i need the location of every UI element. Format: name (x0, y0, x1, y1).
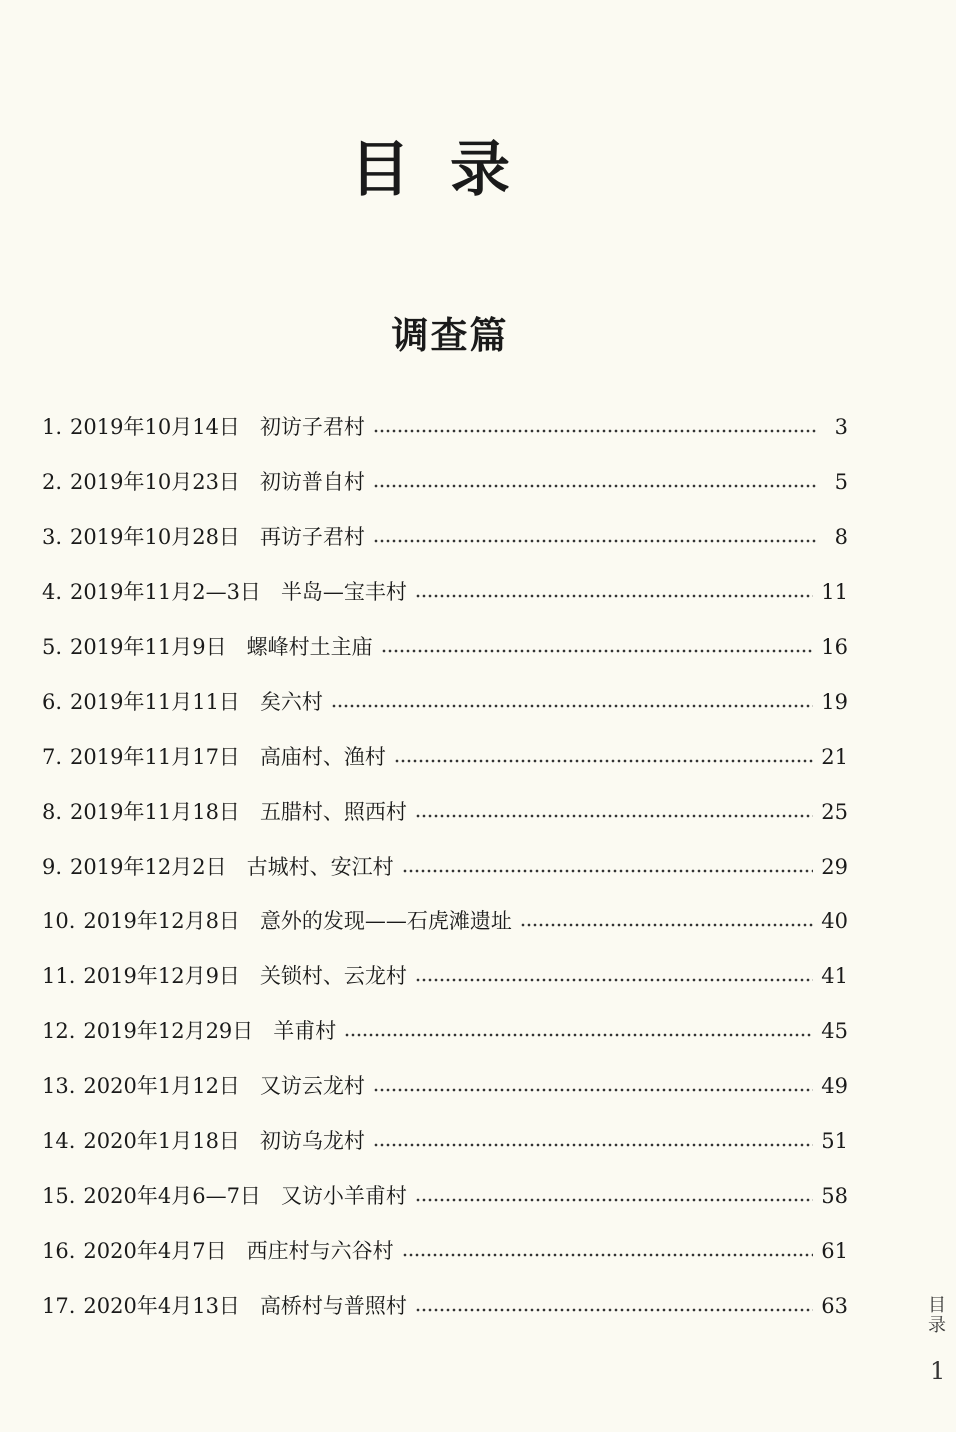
toc-entry[interactable] (42, 894, 848, 949)
page-number: 1 (930, 1357, 946, 1385)
entry-date: 2020年1月12日 (83, 1074, 240, 1099)
entry-title: 又访云龙村 (259, 1074, 365, 1099)
entry-date: 2020年4月13日 (83, 1293, 240, 1318)
toc-entry[interactable] (42, 400, 848, 455)
entry-number: 2. (42, 470, 63, 495)
entry-date: 2019年11月18日 (70, 799, 240, 824)
entry-title: 再访子君村 (259, 525, 365, 550)
leader-dots (373, 484, 816, 488)
entry-number: 8. (42, 799, 63, 824)
entry-number: 7. (42, 744, 63, 769)
toc-entry[interactable] (42, 949, 848, 1004)
entry-page: 16 (821, 635, 848, 659)
leader-dots (373, 429, 816, 433)
toc-entry[interactable] (42, 1004, 848, 1059)
leader-dots (415, 1308, 813, 1312)
entry-page: 29 (821, 854, 848, 879)
toc-entry[interactable] (42, 1059, 848, 1114)
entry-page: 8 (834, 525, 848, 550)
entry-date: 2019年12月29日 (83, 1019, 254, 1044)
entry-page: 19 (821, 689, 848, 714)
entry-page: 25 (821, 799, 848, 824)
entry-date: 2019年10月14日 (70, 415, 240, 440)
entry-number: 17. (42, 1293, 76, 1318)
leader-dots (415, 978, 813, 982)
entry-title: 初访子君村 (259, 415, 365, 440)
entry-title: 古城村、安江村 (246, 854, 394, 879)
entry-date: 2019年11月17日 (70, 744, 240, 769)
section-heading: 调查篇 (391, 314, 509, 357)
page-title: 目录 (350, 135, 550, 205)
entry-date: 2019年11月9日 (70, 635, 227, 659)
entry-number: 14. (42, 1129, 76, 1154)
toc-entry[interactable] (42, 1168, 848, 1223)
leader-dots (394, 759, 813, 763)
leader-dots (520, 923, 813, 927)
entry-date: 2020年4月7日 (83, 1238, 227, 1263)
entry-number: 4. (42, 580, 63, 605)
entry-title: 初访乌龙村 (259, 1129, 365, 1154)
entry-date: 2019年12月8日 (83, 909, 240, 934)
entry-number: 6. (42, 689, 63, 714)
leader-dots (402, 869, 814, 873)
toc-entry[interactable] (42, 455, 848, 510)
entry-title: 半岛—宝丰村 (280, 580, 407, 605)
entry-date: 2019年11月11日 (70, 689, 240, 714)
entry-title: 西庄村与六谷村 (246, 1238, 394, 1263)
entry-number: 1. (42, 415, 63, 440)
entry-page: 3 (834, 415, 848, 440)
entry-title: 意外的发现——石虎滩遗址 (259, 909, 512, 934)
entry-number: 9. (42, 854, 63, 879)
leader-dots (373, 539, 816, 543)
entry-page: 21 (821, 744, 848, 769)
toc-entry[interactable] (42, 784, 848, 839)
entry-page: 58 (821, 1183, 848, 1208)
entry-page: 45 (821, 1019, 848, 1044)
entry-number: 16. (42, 1238, 76, 1263)
leader-dots (331, 704, 813, 708)
toc-entry[interactable] (42, 839, 848, 894)
entry-number: 11. (42, 964, 76, 989)
leader-dots (415, 1198, 813, 1202)
entry-title: 五腊村、照西村 (259, 799, 407, 824)
toc-entry[interactable] (42, 565, 848, 620)
entry-title: 关锁村、云龙村 (259, 964, 407, 989)
leader-dots (415, 594, 813, 598)
entry-page: 40 (821, 909, 848, 934)
entry-number: 3. (42, 525, 63, 550)
entry-date: 2019年10月28日 (70, 525, 240, 550)
entry-date: 2019年11月2—3日 (70, 580, 261, 605)
leader-dots (381, 649, 814, 653)
entry-title: 螺峰村土主庙 (246, 635, 373, 659)
entry-date: 2020年4月6—7日 (83, 1183, 261, 1208)
entry-date: 2019年10月23日 (70, 470, 240, 495)
entry-date: 2019年12月9日 (83, 964, 240, 989)
toc-entry[interactable] (42, 620, 848, 675)
running-footer-label: 目录 (928, 1295, 946, 1336)
entry-number: 5. (42, 635, 63, 659)
leader-dots (402, 1253, 814, 1257)
toc-entry[interactable] (42, 674, 848, 729)
entry-page: 11 (821, 580, 848, 605)
toc-entry[interactable] (42, 1223, 848, 1278)
leader-dots (344, 1033, 813, 1037)
entry-date: 2019年12月2日 (70, 854, 227, 879)
toc-entry[interactable] (42, 1278, 848, 1333)
entry-number: 13. (42, 1074, 76, 1099)
entry-number: 12. (42, 1019, 76, 1044)
entry-page: 61 (821, 1238, 848, 1263)
entry-title: 又访小羊甫村 (280, 1183, 407, 1208)
entry-title: 高桥村与普照村 (259, 1293, 407, 1318)
entry-page: 63 (821, 1293, 848, 1318)
leader-dots (415, 814, 813, 818)
entry-page: 49 (821, 1074, 848, 1099)
toc-entry[interactable] (42, 729, 848, 784)
toc-entry[interactable] (42, 510, 848, 565)
entry-title: 羊甫村 (273, 1019, 337, 1044)
entry-number: 15. (42, 1183, 76, 1208)
table-of-contents (42, 400, 848, 1333)
entry-title: 初访普自村 (259, 470, 365, 495)
entry-page: 41 (821, 964, 848, 989)
page-title-wrap (0, 130, 900, 210)
entry-number: 10. (42, 909, 76, 934)
leader-dots (373, 1143, 813, 1147)
entry-page: 51 (821, 1129, 848, 1154)
leader-dots (373, 1088, 813, 1092)
entry-title: 高庙村、渔村 (259, 744, 386, 769)
entry-title: 矣六村 (259, 689, 323, 714)
entry-page: 5 (834, 470, 848, 495)
toc-entry[interactable] (42, 1114, 848, 1169)
entry-date: 2020年1月18日 (83, 1129, 240, 1154)
